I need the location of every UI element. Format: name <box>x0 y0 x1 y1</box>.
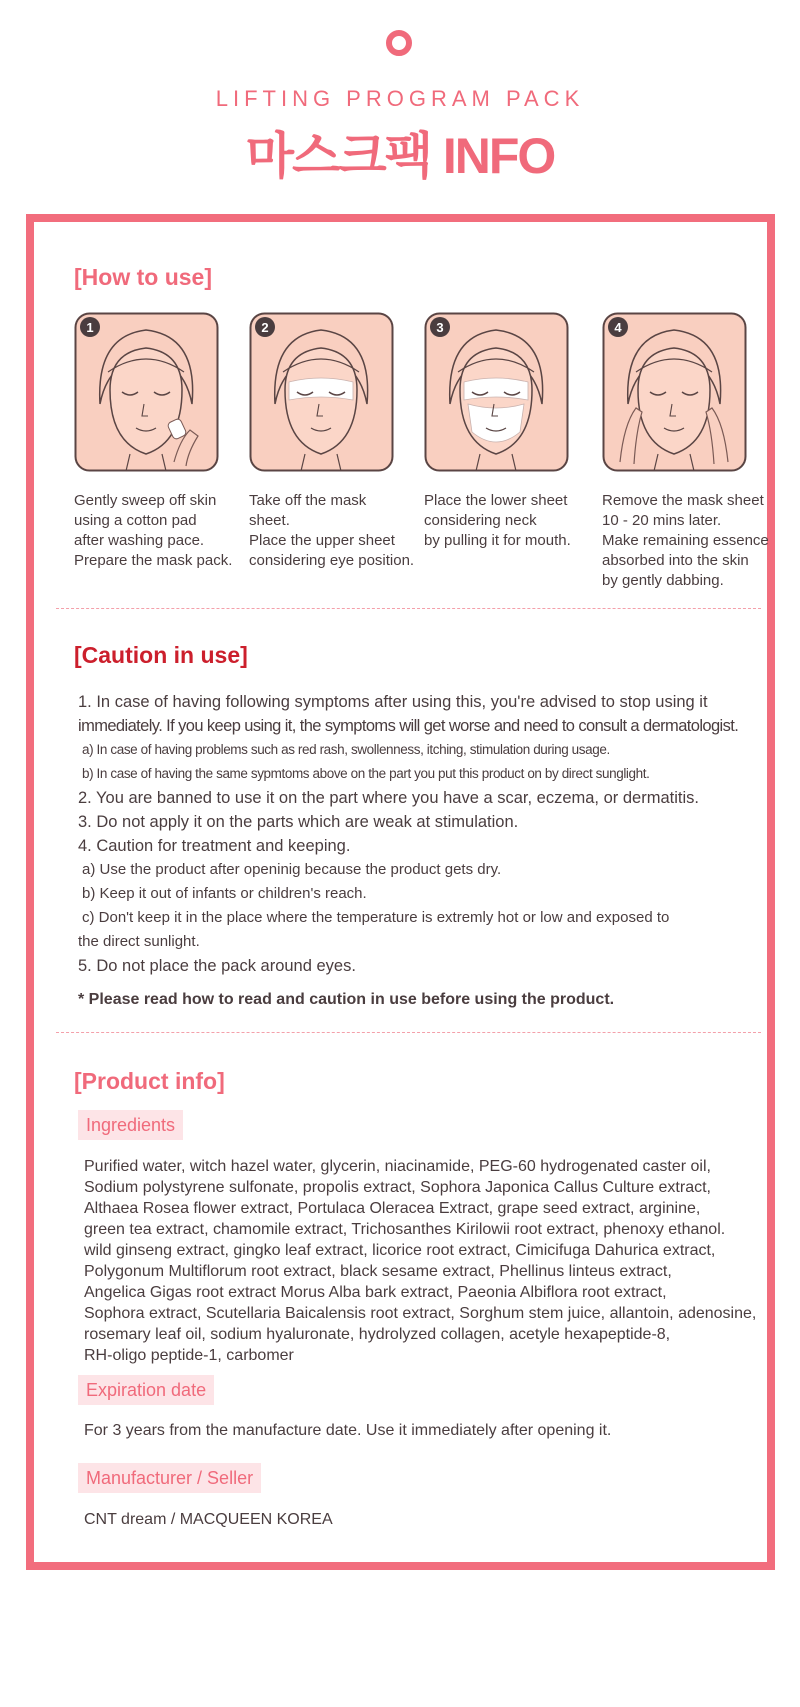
caution-line: b) In case of having the same sypmtoms above on the part you put this product on by direct sunglight. <box>82 766 650 781</box>
product-info-title: [Product info] <box>74 1068 225 1094</box>
expiration-label: Expiration date <box>78 1375 214 1405</box>
caution-line: a) In case of having problems such as red rash, swollenness, itching, stimulation during usage. <box>82 742 610 757</box>
ingredients-line: Sodium polystyrene sulfonate, propolis extract, Sophora Japonica Callus Culture extract, <box>84 1179 711 1196</box>
caution-note: * Please read how to read and caution in use before using the product. <box>78 991 615 1008</box>
caution-line: 3. Do not apply it on the parts which are weak at stimulation. <box>78 813 519 831</box>
page-title: 마스크팩 INFO <box>245 128 555 184</box>
how-to-use-title: [How to use] <box>74 264 212 290</box>
step-illustration <box>74 312 219 472</box>
divider <box>56 608 761 609</box>
ingredients-label: Ingredients <box>78 1110 183 1140</box>
caution-line: a) Use the product after openinig because the product gets dry. <box>82 861 502 878</box>
ingredients-line: Purified water, witch hazel water, glycerin, niacinamide, PEG-60 hydrogenated caster oil, <box>84 1158 711 1175</box>
manufacturer-text: CNT dream / MACQUEEN KOREA <box>84 1511 333 1528</box>
step-3 <box>424 312 599 551</box>
step-illustration <box>602 312 747 472</box>
ingredients-line: wild ginseng extract, gingko leaf extract, licorice root extract, Cimicifuga Dahurica extract, <box>84 1242 716 1259</box>
step-text: Place the lower sheet considering neck by pulling it for mouth. <box>424 492 571 549</box>
step-number: 4 <box>614 320 622 335</box>
step-text: Remove the mask sheet 10 - 20 mins later. Make remaining essence absorbed into the skin by gently dabbing. <box>602 492 769 589</box>
step-1 <box>74 312 249 571</box>
caution-line: c) Don't keep it in the place where the temperature is extremly hot or low and exposed to <box>82 909 670 926</box>
how-to-use-steps <box>74 312 774 602</box>
ingredients-line: Althaea Rosea flower extract, Portulaca Oleracea Extract, grape seed extract, arginine, <box>84 1200 701 1217</box>
expiration-text: For 3 years from the manufacture date. Use it immediately after opening it. <box>84 1422 612 1439</box>
decorative-circle-icon <box>386 30 412 56</box>
manufacturer-label: Manufacturer / Seller <box>78 1463 261 1493</box>
ingredients-line: green tea extract, chamomile extract, Trichosanthes Kirilowii root extract, phenoxy ethanol. <box>84 1221 726 1238</box>
ingredients-line: Angelica Gigas root extract Morus Alba bark extract, Paeonia Albiflora root extract, <box>84 1284 667 1301</box>
info-frame <box>26 214 775 1570</box>
caution-line: immediately. If you keep using it, the symptoms will get worse and need to consult a dermatologist. <box>78 717 739 735</box>
caution-list <box>78 690 768 1012</box>
ingredients-line: Sophora extract, Scutellaria Baicalensis root extract, Sorghum stem juice, allantoin, adenosine, <box>84 1305 757 1322</box>
page-subtitle: LIFTING PROGRAM PACK <box>215 86 585 111</box>
caution-line: 1. In case of having following symptoms after using this, you're advised to stop using it <box>78 693 708 711</box>
step-text: Gently sweep off skin using a cotton pad after washing pace. Prepare the mask pack. <box>74 492 233 569</box>
ingredients-line: RH-oligo peptide-1, carbomer <box>84 1347 294 1364</box>
ingredients-text <box>84 1156 774 1366</box>
caution-line: the direct sunlight. <box>78 933 200 950</box>
divider <box>56 1032 761 1033</box>
ingredients-line: Polygonum Multiflorum root extract, black sesame extract, Phellinus linteus extract, <box>84 1263 672 1280</box>
step-illustration <box>424 312 569 472</box>
caution-title: [Caution in use] <box>74 642 248 668</box>
step-4 <box>602 312 777 591</box>
step-number: 3 <box>436 320 444 335</box>
ingredients-line: rosemary leaf oil, sodium hyaluronate, hydrolyzed collagen, acetyle hexapeptide-8, <box>84 1326 671 1343</box>
caution-line: 4. Caution for treatment and keeping. <box>78 837 351 855</box>
caution-line: 2. You are banned to use it on the part where you have a scar, eczema, or dermatitis. <box>78 789 699 807</box>
step-number: 1 <box>86 320 94 335</box>
step-text: Take off the mask sheet. Place the upper sheet considering eye position. <box>249 492 415 569</box>
step-2 <box>249 312 424 571</box>
caution-line: b) Keep it out of infants or children's reach. <box>82 885 367 902</box>
step-number: 2 <box>261 320 269 335</box>
caution-line: 5. Do not place the pack around eyes. <box>78 957 356 975</box>
step-illustration <box>249 312 394 472</box>
